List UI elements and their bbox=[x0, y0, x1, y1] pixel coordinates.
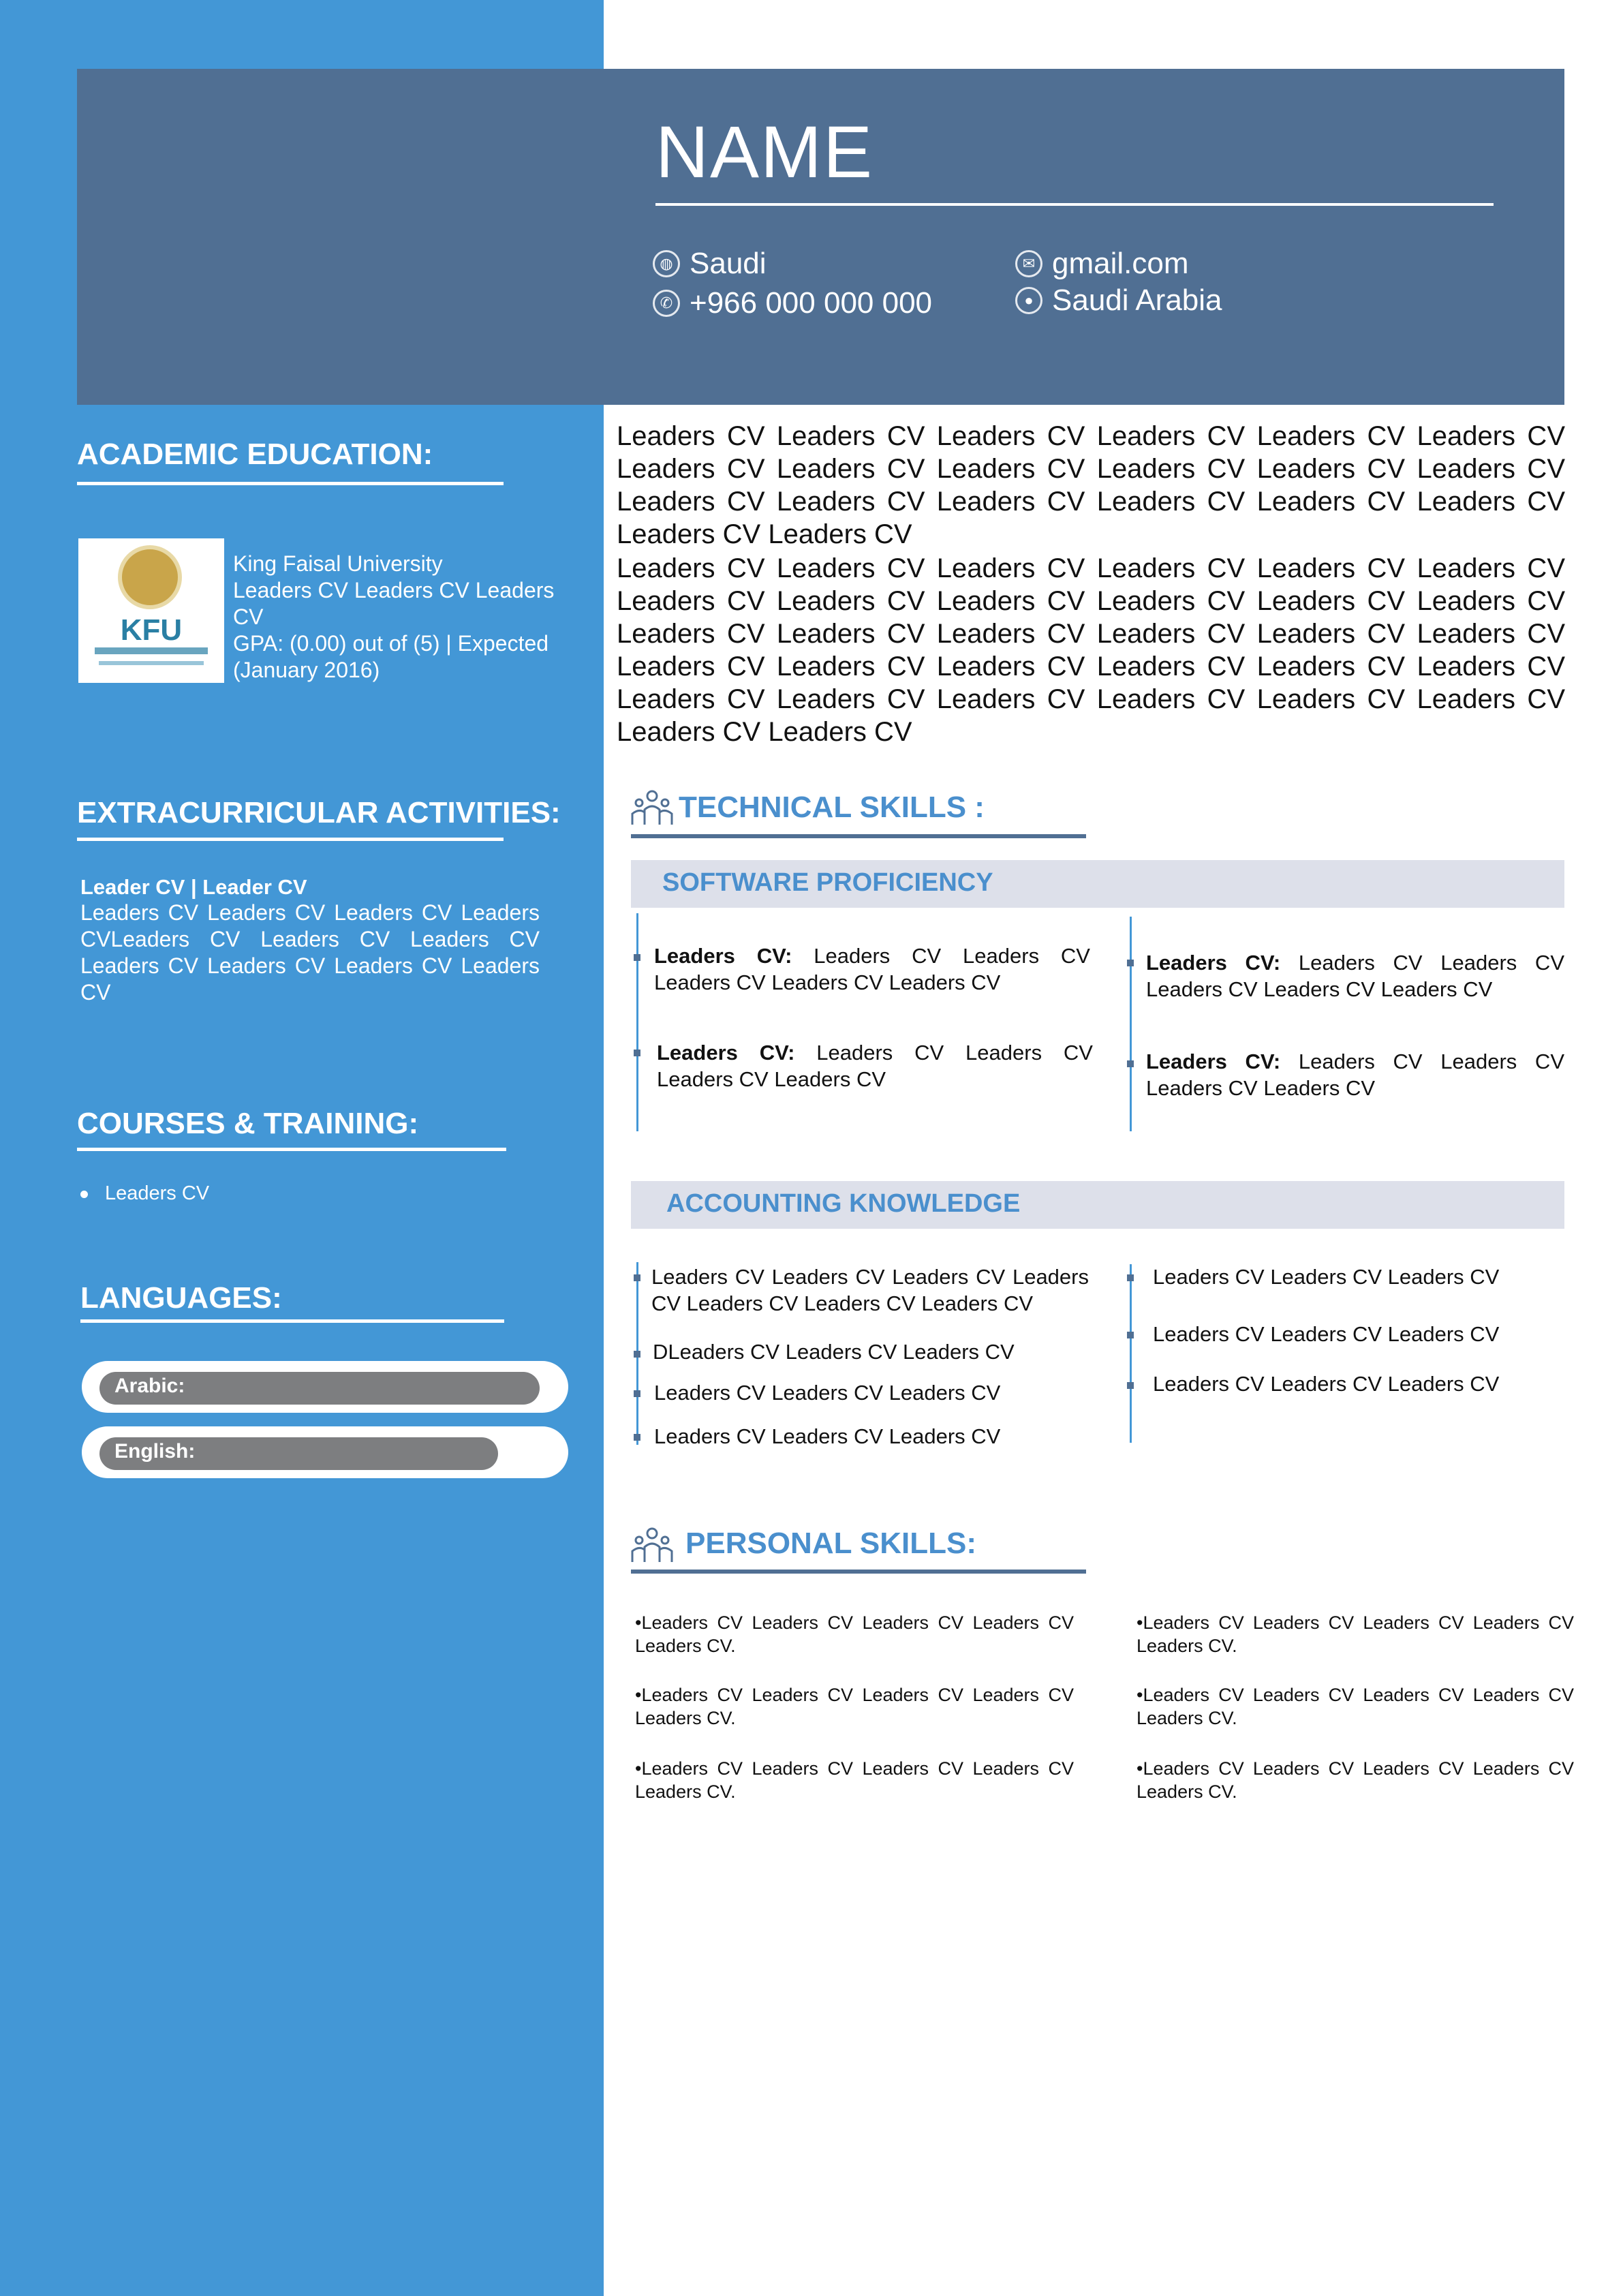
education-gpa: GPA: (0.00) out of (5) | Expected bbox=[233, 631, 549, 656]
contact-email-text[interactable]: gmail.com bbox=[1052, 247, 1189, 280]
bullet-square-icon bbox=[1127, 1332, 1134, 1338]
logo-tagline-mark bbox=[99, 661, 204, 665]
bullet-square-icon bbox=[634, 1351, 640, 1358]
bullet-square-icon bbox=[634, 1434, 640, 1441]
software-item-1: Leaders CV: Leaders CV Leaders CV Leaders CV Leaders CV Leaders CV bbox=[654, 944, 1090, 994]
contact-location bbox=[1015, 284, 1222, 318]
accounting-right-line bbox=[1130, 1264, 1132, 1443]
team-icon bbox=[630, 1524, 675, 1565]
team-icon bbox=[630, 786, 675, 827]
courses-heading: COURSES & TRAINING: bbox=[77, 1107, 419, 1140]
software-item-4: Leaders CV: Leaders CV Leaders CV Leaders CV Leaders CV bbox=[1146, 1050, 1564, 1100]
accounting-left-item-3: Leaders CV Leaders CV Leaders CV bbox=[654, 1381, 1001, 1405]
university-logo bbox=[78, 538, 224, 683]
location-icon: ● bbox=[1015, 287, 1042, 314]
software-left-line bbox=[636, 913, 638, 1131]
bullet-square-icon bbox=[1127, 1382, 1134, 1389]
name-underline bbox=[655, 203, 1494, 206]
software-item-2: Leaders CV: Leaders CV Leaders CV Leaders CV Leaders CV Leaders CV bbox=[1146, 951, 1564, 1001]
accounting-left-item-1: Leaders CV Leaders CV Leaders CV Leaders CV Leaders CV Leaders CV Leaders CV bbox=[651, 1265, 1089, 1315]
education-line: Leaders CV Leaders CV Leaders CV bbox=[233, 578, 555, 629]
course-bullet-icon bbox=[80, 1191, 88, 1198]
language-arabic bbox=[82, 1361, 568, 1413]
candidate-name: NAME bbox=[655, 110, 874, 193]
accounting-left-item-2: DLeaders CV Leaders CV Leaders CV bbox=[653, 1340, 1015, 1364]
personal-skill-item: •Leaders CV Leaders CV Leaders CV Leaders CV Leaders CV. bbox=[1137, 1685, 1574, 1728]
personal-skill-item: •Leaders CV Leaders CV Leaders CV Leaders CV Leaders CV. bbox=[635, 1685, 1074, 1728]
logo-arabic-mark bbox=[95, 647, 208, 654]
bullet-square-icon bbox=[634, 954, 640, 961]
software-proficiency-heading: SOFTWARE PROFICIENCY bbox=[662, 868, 993, 897]
bullet-square-icon bbox=[1127, 1060, 1134, 1067]
contact-city-text: Saudi bbox=[690, 247, 767, 280]
personal-skill-item: •Leaders CV Leaders CV Leaders CV Leaders CV Leaders CV. bbox=[635, 1612, 1074, 1656]
personal-skills-rule bbox=[631, 1570, 1086, 1574]
accounting-right-item-2: Leaders CV Leaders CV Leaders CV bbox=[1153, 1322, 1500, 1346]
education-rule bbox=[77, 482, 504, 485]
contact-phone bbox=[653, 286, 932, 320]
contact-location-text: Saudi Arabia bbox=[1052, 284, 1222, 317]
languages-rule bbox=[80, 1319, 504, 1323]
accounting-knowledge-heading: ACCOUNTING KNOWLEDGE bbox=[666, 1189, 1021, 1218]
accounting-knowledge-bar bbox=[631, 1181, 1564, 1229]
extracurricular-body: Leaders CV Leaders CV Leaders CV Leaders CVLeaders CV Leaders CV Leaders CV Leaders CV Leaders CV Leaders CV Leaders CV bbox=[80, 900, 540, 1005]
course-item: Leaders CV bbox=[105, 1182, 210, 1204]
contact-phone-text: +966 000 000 000 bbox=[690, 286, 933, 320]
phone-icon: ✆ bbox=[653, 290, 680, 317]
language-english bbox=[82, 1426, 568, 1478]
bullet-square-icon bbox=[634, 1274, 640, 1281]
summary-paragraph-2: Leaders CV Leaders CV Leaders CV Leaders CV Leaders CV Leaders CV Leaders CV Leaders CV Leaders CV Leaders CV Leaders CV Leaders CV Leaders CV Leaders CV Leaders CV Leaders CV Leaders CV Leaders CV Leaders CV Leaders CV Leaders CV Leaders CV Leaders CV Leaders CV Leaders CV Leaders CV Leaders CV Leaders CV Leaders CV Leaders CV Leaders CV Leaders CV bbox=[617, 553, 1565, 747]
sidebar-edge bbox=[604, 791, 608, 2296]
personal-skill-item: •Leaders CV Leaders CV Leaders CV Leaders CV Leaders CV. bbox=[635, 1758, 1074, 1802]
language-english-label: English: bbox=[114, 1440, 196, 1463]
bullet-square-icon bbox=[634, 1050, 640, 1056]
extracurricular-rule bbox=[77, 838, 504, 841]
personal-skills-heading: PERSONAL SKILLS: bbox=[685, 1527, 977, 1560]
accounting-right-item-1: Leaders CV Leaders CV Leaders CV bbox=[1153, 1265, 1500, 1289]
bullet-square-icon bbox=[634, 1390, 640, 1397]
software-right-line bbox=[1130, 917, 1132, 1131]
contact-city bbox=[653, 247, 767, 281]
extracurricular-heading: EXTRACURRICULAR ACTIVITIES: bbox=[77, 796, 561, 829]
software-item-3: Leaders CV: Leaders CV Leaders CV Leaders CV Leaders CV bbox=[657, 1041, 1093, 1091]
accounting-right-item-3: Leaders CV Leaders CV Leaders CV bbox=[1153, 1372, 1500, 1396]
education-details bbox=[233, 551, 581, 684]
university-seal-icon bbox=[118, 545, 182, 609]
language-arabic-label: Arabic: bbox=[114, 1375, 185, 1397]
bullet-square-icon bbox=[1127, 960, 1134, 966]
personal-skill-item: •Leaders CV Leaders CV Leaders CV Leaders CV Leaders CV. bbox=[1137, 1758, 1574, 1802]
summary-paragraph-1: Leaders CV Leaders CV Leaders CV Leaders CV Leaders CV Leaders CV Leaders CV Leaders CV Leaders CV Leaders CV Leaders CV Leaders CV Leaders CV Leaders CV Leaders CV Leaders CV Leaders CV Leaders CV Leaders CV Leaders CV bbox=[617, 421, 1565, 549]
technical-skills-heading: TECHNICAL SKILLS : bbox=[679, 791, 985, 824]
accounting-left-item-4: Leaders CV Leaders CV Leaders CV bbox=[654, 1424, 1001, 1448]
education-date: (January 2016) bbox=[233, 658, 380, 682]
education-heading: ACADEMIC EDUCATION: bbox=[77, 438, 433, 471]
software-proficiency-bar bbox=[631, 860, 1564, 908]
globe-icon: ◍ bbox=[653, 250, 680, 277]
university-logo-text: KFU bbox=[120, 613, 183, 647]
personal-skill-item: •Leaders CV Leaders CV Leaders CV Leaders CV Leaders CV. bbox=[1137, 1612, 1574, 1656]
contact-email bbox=[1015, 247, 1189, 281]
languages-heading: LANGUAGES: bbox=[80, 1281, 282, 1315]
bullet-square-icon bbox=[1127, 1274, 1134, 1281]
extracurricular-subtitle: Leader CV | Leader CV bbox=[80, 875, 307, 899]
university-name: King Faisal University bbox=[233, 551, 443, 576]
mail-icon: ✉ bbox=[1015, 250, 1042, 277]
technical-skills-rule bbox=[631, 834, 1086, 838]
courses-rule bbox=[77, 1148, 506, 1151]
